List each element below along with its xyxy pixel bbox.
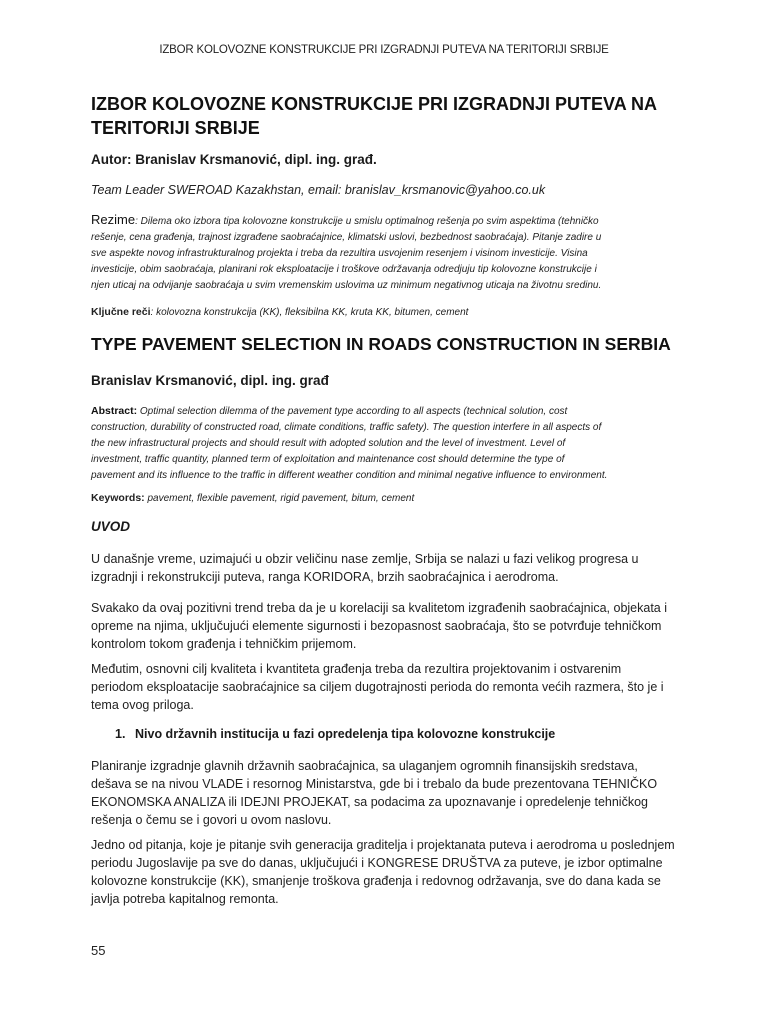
paragraph-line: dešava se na nivou VLADE i resornog Ministarstva, gde bi i trebalo da bude prezentovana TEHNIČKO — [91, 777, 658, 791]
section-title: Nivo državnih institucija u fazi opredelenja tipa kolovozne konstrukcije — [135, 727, 556, 741]
title-line-2: TERITORIJI SRBIJE — [91, 118, 260, 138]
paragraph-line: periodu Jugoslavije pa sve do danas, uključujući i KONGRESE DRUŠTVA za puteve, je izbor optimalne — [91, 856, 663, 870]
keywords — [91, 492, 414, 504]
paragraph-line: tema ovog priloga. — [91, 698, 194, 712]
paragraph-line: EKONOMSKA ANALIZA ili IDEJNI PROJEKAT, sa podacima za upoznavanje i opredelenje tehničkog — [91, 795, 648, 809]
paragraph-line: opreme na njima, uključujući elemente sigurnosti i bezopasnost saobraćaja, što se potvrđuje tehničkom — [91, 619, 662, 633]
paragraph-line: U današnje vreme, uzimajući u obzir veličinu nase zemlje, Srbija se nalazi u fazi velikog progresa u — [91, 552, 639, 566]
kljucne-reci-label: Ključne reči — [91, 306, 151, 318]
english-author: Branislav Krsmanović, dipl. ing. građ — [91, 373, 329, 388]
abstract-line: construction, durability of constructed road, climate conditions, traffic safety). The question interfere in all aspects of — [91, 422, 602, 433]
rezime-block — [91, 212, 681, 294]
keywords-text: pavement, flexible pavement, rigid pavement, bitum, cement — [144, 493, 415, 504]
running-header: IZBOR KOLOVOZNE KONSTRUKCIJE PRI IZGRADNJI PUTEVA NA TERITORIJI SRBIJE — [159, 44, 609, 56]
kljucne-reci-text: : kolovozna konstrukcija (KK), fleksibilna KK, kruta KK, bitumen, cement — [150, 307, 469, 318]
paragraph-line: izgradnji i rekonstrukciji puteva, ranga KORIDORA, brzih saobraćajnica i aerodroma. — [91, 570, 559, 584]
author-line: Autor: Branislav Krsmanović, dipl. ing. građ. — [91, 152, 377, 167]
paragraph — [91, 757, 681, 829]
abstract-line: Optimal selection dilemma of the pavement type according to all aspects (technical solution, cost — [137, 406, 568, 417]
title-line-1: IZBOR KOLOVOZNE KONSTRUKCIJE PRI IZGRADNJI PUTEVA NA — [91, 94, 658, 114]
paragraph-line: periodom eksploatacije saobraćajnice sa ciljem dugotrajnosti perioda do remonta većih razmera, što je i — [91, 680, 664, 694]
paragraph-line: javlja potreba kapitalnog remonta. — [91, 892, 279, 906]
paragraph-line: kolovozne konstrukcije (KK), smanjenje troškova građenja i redovnog održavanja, sve do dana kada se — [91, 874, 661, 888]
kljucne-reci — [91, 306, 468, 318]
paragraph-line: kontrolom tokom građenja i tehničkim prijemom. — [91, 637, 357, 651]
keywords-label: Keywords: — [91, 492, 145, 504]
section-heading-uvod: UVOD — [91, 519, 131, 534]
rezime-line: rešenje, cena građenja, trajnost izgrađene saobraćajnice, klimatski uslovi, bezbednost saobraćaja). Pitanje zadire u — [91, 232, 602, 243]
abstract-label: Abstract: — [91, 405, 138, 417]
paragraph — [91, 599, 681, 653]
rezime-label: Rezime — [91, 212, 136, 227]
paragraph-line: Međutim, osnovni cilj kvaliteta i kvantiteta građenja treba da rezultira projektovanim i ostvarenim — [91, 662, 622, 676]
paragraph — [91, 660, 681, 714]
paragraph — [91, 836, 681, 908]
paragraph-line: rešenja o čemu se i govori u ovom naslovu. — [91, 813, 332, 827]
rezime-line: investicije, obim saobraćaja, planirani rok eksploatacije i troškove održavanja odredjuju tip kolovozne konstrukcije i — [91, 264, 597, 275]
paper-title — [91, 92, 691, 140]
abstract-line: pavement and its influence to the traffic in different weather condition and minimal negative influence to environment. — [91, 470, 608, 481]
paragraph-line: Jedno od pitanja, koje je pitanje svih generacija graditelja i projektanata puteva i aerodroma u poslednjem — [91, 838, 675, 852]
page-number: 55 — [91, 943, 106, 958]
rezime-line: : Dilema oko izbora tipa kolovozne konstrukcije u smislu optimalnog rešenja po svim aspektima (tehničko — [135, 216, 599, 227]
abstract-block — [91, 403, 681, 484]
author-affiliation: Team Leader SWEROAD Kazakhstan, email: branislav_krsmanovic@yahoo.co.uk — [91, 183, 546, 197]
paragraph — [91, 550, 681, 586]
paragraph-line: Svakako da ovaj pozitivni trend treba da je u korelaciji sa kvalitetom izgrađenih saobraćajnica, objekata i — [91, 601, 668, 615]
section-number: 1. — [115, 727, 126, 741]
rezime-line: njen uticaj na odvijanje saobraćaja u svim vremenskim uslovima uz minimum negativnog uticaja na životnu sredinu. — [91, 280, 602, 291]
abstract-line: the new infrastructural projects and should result with adopted solution and the level of investment. Level of — [91, 438, 566, 449]
english-title: TYPE PAVEMENT SELECTION IN ROADS CONSTRUCTION IN SERBIA — [91, 334, 671, 354]
abstract-line: investment, traffic quantity, planned term of exploitation and maintenance cost should determine the type of — [91, 454, 565, 465]
rezime-line: sve aspekte novog infrastrukturalnog projekta i treba da rezultira usvojenim resenjem i visinom investicije. Visina — [91, 248, 588, 259]
paragraph-line: Planiranje izgradnje glavnih državnih saobraćajnica, sa ulaganjem ogromnih finansijskih sredstava, — [91, 759, 638, 773]
